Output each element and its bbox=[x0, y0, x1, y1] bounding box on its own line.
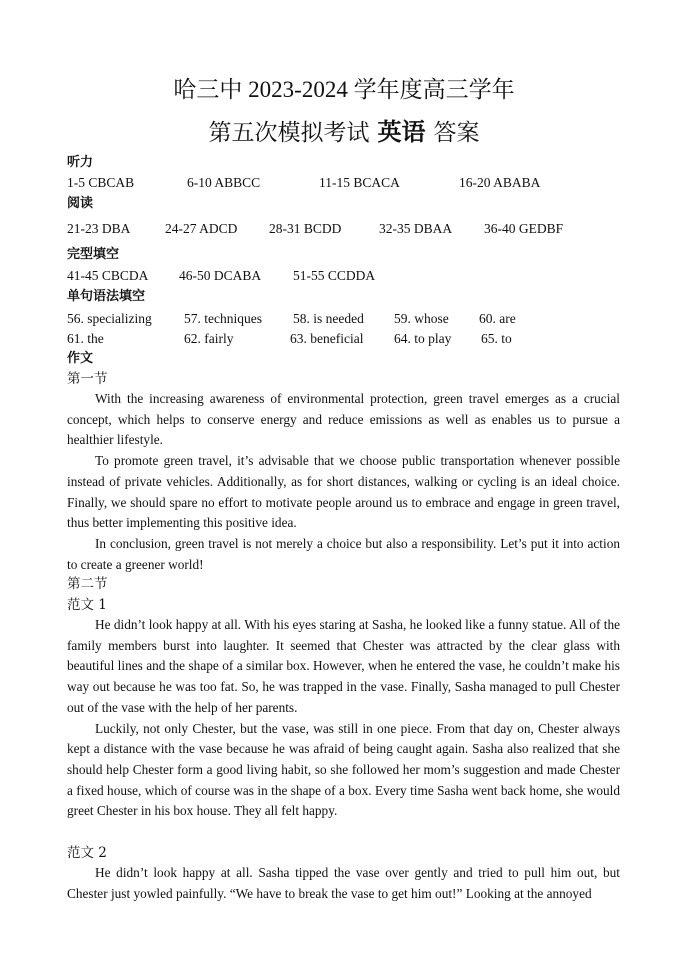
answer-group: 24-27 ADCD bbox=[165, 221, 238, 236]
subject-name: 英语 bbox=[377, 120, 426, 146]
section-heading-writing: 作文 bbox=[67, 351, 94, 366]
answer-item: 65. to bbox=[481, 331, 512, 346]
essay-paragraph: He didn’t look happy at all. Sasha tipped the vase over gently and tried to pull him out, but Chester just yowled painfully. “We have to break the vase to get him out!” Looking at the annoyed bbox=[67, 865, 620, 901]
essay-paragraph: In conclusion, green travel is not merely a choice but also a responsibility. Let’s put it into action to create a greener world! bbox=[67, 535, 620, 572]
answer-item: 58. is needed bbox=[293, 311, 364, 326]
answer-group: 32-35 DBAA bbox=[379, 221, 453, 236]
writing-part1-heading: 第一节 bbox=[67, 371, 108, 387]
answer-group: 11-15 BCACA bbox=[319, 175, 400, 190]
page-subtitle bbox=[0, 119, 688, 147]
answer-group: 46-50 DCABA bbox=[179, 268, 262, 283]
sample2-heading: 范文 2 bbox=[67, 845, 107, 861]
essay-paragraph: He didn’t look happy at all. With his eyes staring at Sasha, he looked like a funny statue. All of the family members burst into laughter. It seemed that Chester was attracted by the clear glass with beautiful lines and the shape of a similar box. However, when he entered the vase, he couldn’t make his way out because he was too fat. So, he was trapped in the vase. Finally, Sasha managed to pull Chester out of the vase with the help of her parents. bbox=[67, 617, 620, 715]
answer-item: 60. are bbox=[479, 311, 516, 326]
section-heading-reading: 阅读 bbox=[67, 196, 94, 211]
exam-name: 第五次模拟考试 bbox=[208, 120, 370, 145]
answer-group: 51-55 CCDDA bbox=[293, 268, 376, 283]
answer-item: 63. beneficial bbox=[290, 331, 364, 346]
answer-group: 28-31 BCDD bbox=[269, 221, 342, 236]
answer-group: 41-45 CBCDA bbox=[67, 268, 149, 283]
sample1-heading: 范文 1 bbox=[67, 597, 107, 613]
essay-paragraph: With the increasing awareness of environmental protection, green travel emerges as a crucial concept, which helps to conserve energy and reduce emissions as well as enables us to pursue a healthier lifestyle. bbox=[67, 391, 620, 448]
section-heading-grammar: 单句语法填空 bbox=[67, 289, 146, 304]
answer-group: 6-10 ABBCC bbox=[187, 175, 261, 190]
answer-item: 64. to play bbox=[394, 331, 452, 346]
answer-item: 57. techniques bbox=[184, 311, 262, 326]
answer-item: 62. fairly bbox=[184, 331, 234, 346]
cloze-answers bbox=[67, 267, 627, 285]
answer-group: 21-23 DBA bbox=[67, 221, 131, 236]
essay-sample2 bbox=[67, 863, 620, 904]
reading-answers bbox=[67, 220, 627, 238]
grammar-answers-row2 bbox=[67, 330, 627, 348]
essay-sample1 bbox=[67, 615, 620, 822]
answer-group: 16-20 ABABA bbox=[459, 175, 541, 190]
answer-item: 61. the bbox=[67, 331, 104, 346]
grammar-answers-row1 bbox=[67, 310, 627, 328]
writing-part2-heading: 第二节 bbox=[67, 576, 108, 592]
answer-group: 1-5 CBCAB bbox=[67, 175, 135, 190]
answer-item: 59. whose bbox=[394, 311, 449, 326]
section-heading-cloze: 完型填空 bbox=[67, 247, 120, 262]
answer-group: 36-40 GEDBF bbox=[484, 221, 564, 236]
answer-label: 答案 bbox=[433, 120, 480, 145]
essay-paragraph: Luckily, not only Chester, but the vase, was still in one piece. From that day on, Chester always kept a distance with the vase because he was afraid of being caught again. Sasha also realized that she should help Chester form a good living habit, so she followed her mom’s suggestion and made Chester a fixed house, which of course was in the shape of a box. Every time Sasha went back home, she would greet Chester in his box house. They all felt happy. bbox=[67, 720, 620, 819]
section-heading-listening: 听力 bbox=[67, 155, 94, 170]
listening-answers bbox=[67, 174, 627, 192]
page-title: 哈三中 2023-2024 学年度高三学年 bbox=[173, 77, 515, 102]
essay-part1 bbox=[67, 389, 620, 575]
answer-item: 56. specializing bbox=[67, 311, 152, 326]
essay-paragraph: To promote green travel, it’s advisable that we choose public transportation whenever possible instead of private vehicles. Additionally, as for short distances, walking or cycling is an ideal choice. Finally, we should spare no effort to motivate people around us to embrace and engage in green travel, thus better implementing this positive idea. bbox=[67, 453, 620, 531]
